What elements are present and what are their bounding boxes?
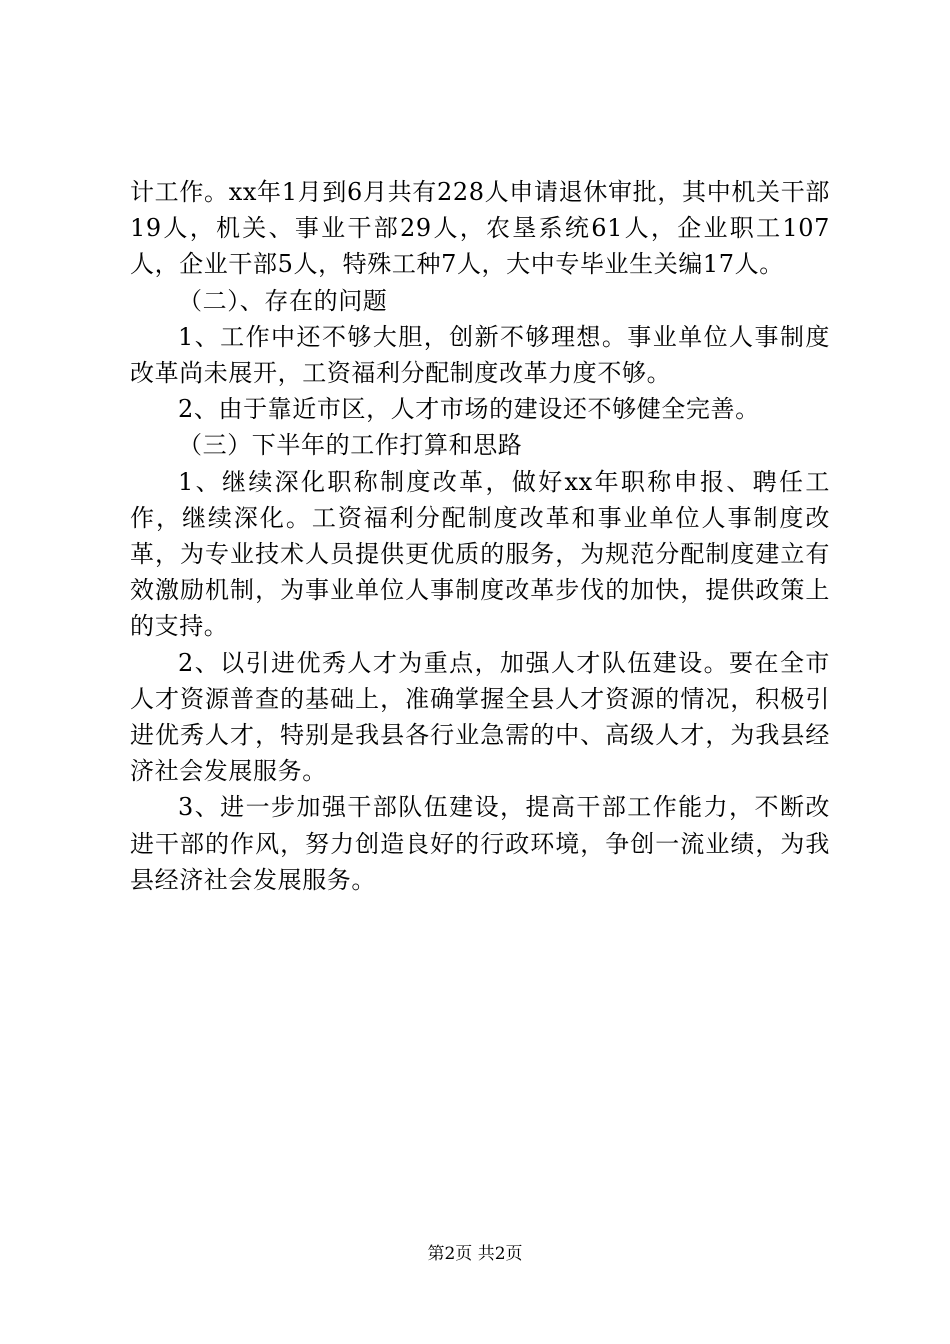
heading-existing-problems: （二）、存在的问题 — [178, 286, 388, 315]
document-body — [130, 174, 830, 898]
paragraph-problem-2: 2、由于靠近市区，人才市场的建设还不够健全完善。 — [178, 395, 760, 424]
paragraph-plan-2: 2、以引进优秀人才为重点，加强人才队伍建设。要在全市人才资源普查的基础上，准确掌握全县人才资源的情况，积极引进优秀人才，特别是我县各行业急需的中、高级人才，为我县经济社会发展服务。 — [130, 648, 830, 786]
paragraph-plan-3: 3、进一步加强干部队伍建设，提高干部工作能力，不断改进干部的作风，努力创造良好的行政环境，争创一流业绩，为我县经济社会发展服务。 — [130, 793, 830, 894]
heading-second-half-plans: （三）下半年的工作打算和思路 — [178, 431, 523, 460]
page-footer — [0, 1243, 950, 1265]
paragraph-plan-1: 1、继续深化职称制度改革，做好xx年职称申报、聘任工作，继续深化。工资福利分配制度改革和事业单位人事制度改革，为专业技术人员提供更优质的服务，为规范分配制度建立有效激励机制，为事业单位人事制度改革步伐的加快，提供政策上的支持。 — [130, 467, 830, 641]
paragraph-problem-1: 1、工作中还不够大胆，创新不够理想。事业单位人事制度改革尚未展开，工资福利分配制度改革力度不够。 — [130, 322, 830, 388]
paragraph-retirement-summary: 计工作。xx年1月到6月共有228人申请退休审批，其中机关干部19人，机关、事业干部29人，农垦系统61人，企业职工107人，企业干部5人，特殊工种7人，大中专毕业生关编17人。 — [130, 178, 830, 279]
page-number-label: 第2页 共2页 — [427, 1244, 523, 1264]
